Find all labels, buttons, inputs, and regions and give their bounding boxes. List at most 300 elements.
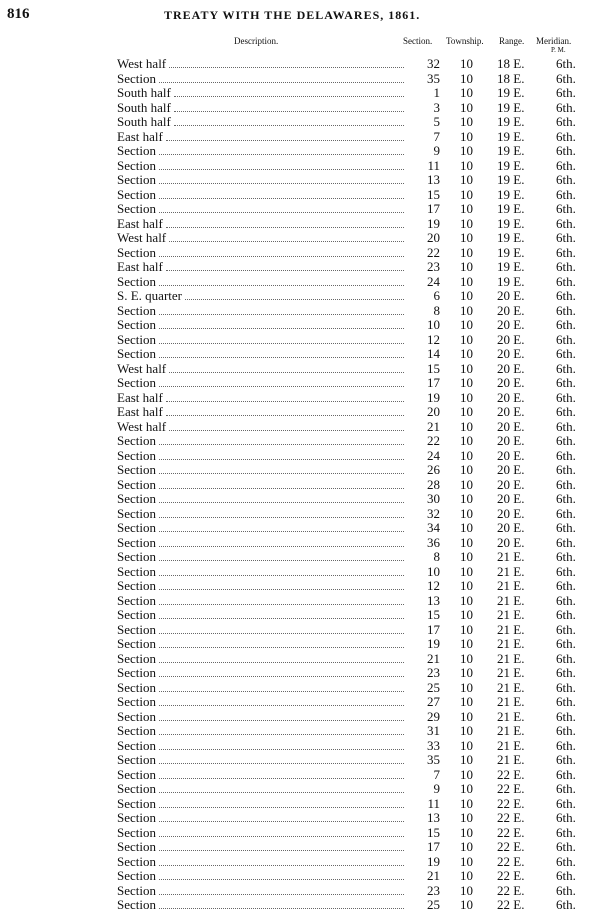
section-cell: 25 xyxy=(427,679,440,695)
table-row xyxy=(0,202,600,217)
section-cell: 23 xyxy=(427,882,440,898)
meridian-cell: 6th. xyxy=(556,505,576,521)
section-cell: 8 xyxy=(433,302,440,318)
range-cell: 19 E. xyxy=(497,157,525,173)
table-row xyxy=(0,275,600,290)
description-cell: West half xyxy=(117,360,167,376)
township-cell: 10 xyxy=(460,723,473,738)
township-cell: 10 xyxy=(460,143,473,158)
range-cell: 21 E. xyxy=(497,737,525,753)
table-row xyxy=(0,579,600,594)
township-cell: 10 xyxy=(460,317,473,332)
section-cell: 12 xyxy=(427,578,440,593)
section-cell: 7 xyxy=(433,128,440,144)
table-row xyxy=(0,188,600,203)
dot-leader xyxy=(169,372,404,373)
meridian-cell: 6th. xyxy=(556,520,576,535)
township-cell: 10 xyxy=(460,491,473,506)
section-cell: 35 xyxy=(427,752,440,767)
table-row xyxy=(0,681,600,696)
description-cell: Section xyxy=(117,795,156,811)
description-cell: Section xyxy=(117,824,156,840)
table-row xyxy=(0,420,600,435)
township-cell: 10 xyxy=(460,781,473,796)
township-cell: 10 xyxy=(460,534,473,550)
dot-leader xyxy=(159,444,404,445)
dot-leader xyxy=(159,560,404,561)
table-row xyxy=(0,826,600,841)
range-cell: 21 E. xyxy=(497,592,525,608)
range-cell: 22 E. xyxy=(497,824,525,840)
dot-leader xyxy=(159,169,404,170)
section-cell: 27 xyxy=(427,694,440,709)
meridian-cell: 6th. xyxy=(556,172,576,187)
description-cell: Section xyxy=(117,810,156,825)
section-cell: 9 xyxy=(433,781,440,796)
meridian-cell: 6th. xyxy=(556,302,576,318)
description-cell: Section xyxy=(117,201,156,216)
table-row xyxy=(0,260,600,275)
table-row xyxy=(0,811,600,826)
township-cell: 10 xyxy=(460,752,473,767)
meridian-cell: 6th. xyxy=(556,85,576,100)
meridian-cell: 6th. xyxy=(556,201,576,216)
township-cell: 10 xyxy=(460,708,473,724)
table-row xyxy=(0,478,600,493)
range-cell: 19 E. xyxy=(497,273,525,289)
range-cell: 20 E. xyxy=(497,346,525,361)
meridian-cell: 6th. xyxy=(556,723,576,738)
section-cell: 17 xyxy=(427,621,440,637)
dot-leader xyxy=(159,531,404,532)
meridian-cell: 6th. xyxy=(556,897,576,912)
township-cell: 10 xyxy=(460,259,473,274)
township-cell: 10 xyxy=(460,882,473,898)
dot-leader xyxy=(159,749,404,750)
table-row xyxy=(0,144,600,159)
table-row xyxy=(0,231,600,246)
meridian-cell: 6th. xyxy=(556,491,576,506)
range-cell: 20 E. xyxy=(497,288,525,303)
land-description-table xyxy=(0,57,600,913)
range-cell: 20 E. xyxy=(497,447,525,463)
description-cell: Section xyxy=(117,317,156,332)
description-cell: Section xyxy=(117,331,156,347)
section-cell: 5 xyxy=(433,114,440,129)
description-cell: Section xyxy=(117,766,156,782)
description-cell: East half xyxy=(117,259,163,274)
description-cell: Section xyxy=(117,737,156,753)
meridian-cell: 6th. xyxy=(556,534,576,550)
description-cell: Section xyxy=(117,563,156,579)
dot-leader xyxy=(159,850,404,851)
description-cell: Section xyxy=(117,172,156,187)
township-cell: 10 xyxy=(460,418,473,434)
table-row xyxy=(0,362,600,377)
dot-leader xyxy=(159,662,404,663)
section-cell: 15 xyxy=(427,186,440,202)
range-cell: 20 E. xyxy=(497,375,525,390)
table-row xyxy=(0,391,600,406)
description-cell: Section xyxy=(117,694,156,709)
range-cell: 20 E. xyxy=(497,389,525,405)
dot-leader xyxy=(159,198,404,199)
township-cell: 10 xyxy=(460,186,473,202)
range-cell: 19 E. xyxy=(497,201,525,216)
township-cell: 10 xyxy=(460,650,473,666)
description-cell: East half xyxy=(117,404,163,419)
township-cell: 10 xyxy=(460,636,473,651)
table-row xyxy=(0,492,600,507)
township-cell: 10 xyxy=(460,665,473,680)
meridian-cell: 6th. xyxy=(556,360,576,376)
township-cell: 10 xyxy=(460,360,473,376)
range-cell: 19 E. xyxy=(497,85,525,100)
township-cell: 10 xyxy=(460,230,473,245)
description-cell: South half xyxy=(117,99,171,115)
dot-leader xyxy=(166,401,404,402)
range-cell: 20 E. xyxy=(497,331,525,347)
section-cell: 30 xyxy=(427,491,440,506)
meridian-cell: 6th. xyxy=(556,882,576,898)
section-cell: 28 xyxy=(427,476,440,492)
section-cell: 17 xyxy=(427,375,440,390)
description-cell: Section xyxy=(117,462,156,477)
description-cell: Section xyxy=(117,723,156,738)
dot-leader xyxy=(159,705,404,706)
section-cell: 3 xyxy=(433,99,440,115)
township-cell: 10 xyxy=(460,737,473,753)
section-cell: 25 xyxy=(427,897,440,912)
township-cell: 10 xyxy=(460,795,473,811)
section-cell: 23 xyxy=(427,665,440,680)
dot-leader xyxy=(159,778,404,779)
township-cell: 10 xyxy=(460,273,473,289)
section-cell: 34 xyxy=(427,520,440,535)
range-cell: 20 E. xyxy=(497,476,525,492)
section-cell: 12 xyxy=(427,331,440,347)
page-number: 816 xyxy=(7,6,30,22)
range-cell: 21 E. xyxy=(497,723,525,738)
table-row xyxy=(0,72,600,87)
section-cell: 31 xyxy=(427,723,440,738)
section-cell: 10 xyxy=(427,317,440,332)
description-cell: East half xyxy=(117,215,163,231)
description-cell: Section xyxy=(117,447,156,463)
meridian-cell: 6th. xyxy=(556,433,576,448)
meridian-cell: 6th. xyxy=(556,418,576,434)
dot-leader xyxy=(166,140,404,141)
range-cell: 19 E. xyxy=(497,114,525,129)
table-row xyxy=(0,797,600,812)
township-cell: 10 xyxy=(460,157,473,173)
meridian-cell: 6th. xyxy=(556,389,576,405)
table-row xyxy=(0,173,600,188)
section-cell: 13 xyxy=(427,172,440,187)
description-cell: Section xyxy=(117,578,156,593)
meridian-cell: 6th. xyxy=(556,404,576,419)
dot-leader xyxy=(159,763,404,764)
dot-leader xyxy=(159,734,404,735)
description-cell: Section xyxy=(117,882,156,898)
table-row xyxy=(0,405,600,420)
dot-leader xyxy=(159,720,404,721)
township-cell: 10 xyxy=(460,607,473,622)
township-cell: 10 xyxy=(460,462,473,477)
description-cell: Section xyxy=(117,708,156,724)
description-cell: Section xyxy=(117,143,156,158)
dot-leader xyxy=(159,488,404,489)
table-row xyxy=(0,246,600,261)
section-cell: 24 xyxy=(427,447,440,463)
section-cell: 21 xyxy=(427,868,440,883)
table-row xyxy=(0,463,600,478)
meridian-cell: 6th. xyxy=(556,346,576,361)
range-cell: 19 E. xyxy=(497,128,525,144)
meridian-cell: 6th. xyxy=(556,781,576,796)
township-cell: 10 xyxy=(460,520,473,535)
range-cell: 22 E. xyxy=(497,839,525,854)
table-row xyxy=(0,434,600,449)
description-cell: Section xyxy=(117,636,156,651)
township-cell: 10 xyxy=(460,578,473,593)
section-cell: 8 xyxy=(433,549,440,564)
description-cell: Section xyxy=(117,346,156,361)
township-cell: 10 xyxy=(460,868,473,883)
meridian-cell: 6th. xyxy=(556,752,576,767)
meridian-cell: 6th. xyxy=(556,375,576,390)
dot-leader xyxy=(159,807,404,808)
table-row xyxy=(0,898,600,913)
header-range: Range. xyxy=(499,36,525,46)
table-row xyxy=(0,550,600,565)
meridian-cell: 6th. xyxy=(556,128,576,144)
range-cell: 19 E. xyxy=(497,215,525,231)
table-row xyxy=(0,101,600,116)
table-row xyxy=(0,768,600,783)
township-cell: 10 xyxy=(460,433,473,448)
township-cell: 10 xyxy=(460,375,473,390)
dot-leader xyxy=(159,517,404,518)
section-cell: 17 xyxy=(427,839,440,854)
table-row xyxy=(0,130,600,145)
meridian-cell: 6th. xyxy=(556,288,576,303)
section-cell: 21 xyxy=(427,650,440,666)
range-cell: 20 E. xyxy=(497,534,525,550)
dot-leader xyxy=(159,502,404,503)
description-cell: Section xyxy=(117,607,156,622)
township-cell: 10 xyxy=(460,621,473,637)
township-cell: 10 xyxy=(460,766,473,782)
township-cell: 10 xyxy=(460,694,473,709)
section-cell: 36 xyxy=(427,534,440,550)
meridian-cell: 6th. xyxy=(556,462,576,477)
township-cell: 10 xyxy=(460,897,473,912)
meridian-cell: 6th. xyxy=(556,578,576,593)
range-cell: 22 E. xyxy=(497,781,525,796)
range-cell: 20 E. xyxy=(497,302,525,318)
section-cell: 22 xyxy=(427,433,440,448)
dot-leader xyxy=(159,473,404,474)
range-cell: 22 E. xyxy=(497,795,525,811)
description-cell: Section xyxy=(117,650,156,666)
meridian-cell: 6th. xyxy=(556,143,576,158)
dot-leader xyxy=(174,125,404,126)
range-cell: 21 E. xyxy=(497,665,525,680)
range-cell: 21 E. xyxy=(497,578,525,593)
header-meridian-sub: P. M. xyxy=(551,46,566,54)
range-cell: 20 E. xyxy=(497,404,525,419)
header-meridian: Meridian. xyxy=(536,36,572,46)
dot-leader xyxy=(159,212,404,213)
township-cell: 10 xyxy=(460,549,473,564)
range-cell: 20 E. xyxy=(497,520,525,535)
table-row xyxy=(0,347,600,362)
township-cell: 10 xyxy=(460,128,473,144)
description-cell: Section xyxy=(117,302,156,318)
description-cell: Section xyxy=(117,186,156,202)
meridian-cell: 6th. xyxy=(556,70,576,86)
range-cell: 22 E. xyxy=(497,810,525,825)
table-row xyxy=(0,86,600,101)
range-cell: 20 E. xyxy=(497,433,525,448)
dot-leader xyxy=(159,879,404,880)
description-cell: Section xyxy=(117,375,156,390)
table-row xyxy=(0,304,600,319)
township-cell: 10 xyxy=(460,447,473,463)
section-cell: 10 xyxy=(427,563,440,579)
dot-leader xyxy=(159,836,404,837)
dot-leader xyxy=(159,343,404,344)
township-cell: 10 xyxy=(460,505,473,521)
dot-leader xyxy=(159,618,404,619)
table-row xyxy=(0,623,600,638)
township-cell: 10 xyxy=(460,563,473,579)
dot-leader xyxy=(159,357,404,358)
dot-leader xyxy=(169,241,404,242)
table-row xyxy=(0,565,600,580)
range-cell: 21 E. xyxy=(497,752,525,767)
dot-leader xyxy=(159,386,404,387)
section-cell: 15 xyxy=(427,607,440,622)
column-headers xyxy=(0,34,600,58)
description-cell: South half xyxy=(117,85,171,100)
section-cell: 11 xyxy=(427,795,440,811)
range-cell: 19 E. xyxy=(497,259,525,274)
meridian-cell: 6th. xyxy=(556,839,576,854)
range-cell: 22 E. xyxy=(497,882,525,898)
range-cell: 21 E. xyxy=(497,650,525,666)
header-description: Description. xyxy=(234,36,279,46)
range-cell: 21 E. xyxy=(497,708,525,724)
description-cell: West half xyxy=(117,56,167,71)
township-cell: 10 xyxy=(460,679,473,695)
description-cell: West half xyxy=(117,418,167,434)
description-cell: Section xyxy=(117,505,156,521)
dot-leader xyxy=(159,575,404,576)
section-cell: 13 xyxy=(427,592,440,608)
dot-leader xyxy=(159,865,404,866)
header-township: Township. xyxy=(446,36,484,46)
dot-leader xyxy=(169,67,404,68)
township-cell: 10 xyxy=(460,404,473,419)
section-cell: 29 xyxy=(427,708,440,724)
table-row xyxy=(0,449,600,464)
meridian-cell: 6th. xyxy=(556,694,576,709)
table-row xyxy=(0,217,600,232)
township-cell: 10 xyxy=(460,810,473,825)
dot-leader xyxy=(174,111,404,112)
table-row xyxy=(0,739,600,754)
description-cell: Section xyxy=(117,273,156,289)
table-row xyxy=(0,724,600,739)
section-cell: 19 xyxy=(427,389,440,405)
description-cell: Section xyxy=(117,157,156,173)
township-cell: 10 xyxy=(460,85,473,100)
meridian-cell: 6th. xyxy=(556,810,576,825)
description-cell: Section xyxy=(117,520,156,535)
township-cell: 10 xyxy=(460,99,473,115)
meridian-cell: 6th. xyxy=(556,563,576,579)
meridian-cell: 6th. xyxy=(556,114,576,129)
dot-leader xyxy=(159,589,404,590)
table-row xyxy=(0,608,600,623)
section-cell: 11 xyxy=(427,157,440,173)
township-cell: 10 xyxy=(460,114,473,129)
table-row xyxy=(0,289,600,304)
meridian-cell: 6th. xyxy=(556,650,576,666)
table-row xyxy=(0,637,600,652)
running-title: TREATY WITH THE DELAWARES, 1861. xyxy=(164,8,421,22)
range-cell: 21 E. xyxy=(497,563,525,579)
meridian-cell: 6th. xyxy=(556,853,576,869)
township-cell: 10 xyxy=(460,302,473,318)
table-row xyxy=(0,115,600,130)
meridian-cell: 6th. xyxy=(556,766,576,782)
dot-leader xyxy=(159,183,404,184)
range-cell: 19 E. xyxy=(497,99,525,115)
range-cell: 20 E. xyxy=(497,317,525,332)
table-row xyxy=(0,521,600,536)
range-cell: 22 E. xyxy=(497,853,525,869)
range-cell: 21 E. xyxy=(497,679,525,695)
range-cell: 19 E. xyxy=(497,143,525,158)
section-cell: 33 xyxy=(427,737,440,753)
meridian-cell: 6th. xyxy=(556,157,576,173)
range-cell: 20 E. xyxy=(497,360,525,376)
dot-leader xyxy=(185,299,404,300)
dot-leader xyxy=(159,154,404,155)
range-cell: 20 E. xyxy=(497,462,525,477)
dot-leader xyxy=(159,256,404,257)
section-cell: 1 xyxy=(433,85,440,100)
section-cell: 13 xyxy=(427,810,440,825)
meridian-cell: 6th. xyxy=(556,636,576,651)
section-cell: 20 xyxy=(427,404,440,419)
township-cell: 10 xyxy=(460,172,473,187)
description-cell: Section xyxy=(117,868,156,883)
range-cell: 21 E. xyxy=(497,549,525,564)
dot-leader xyxy=(159,604,404,605)
township-cell: 10 xyxy=(460,824,473,840)
meridian-cell: 6th. xyxy=(556,259,576,274)
section-cell: 19 xyxy=(427,636,440,651)
dot-leader xyxy=(159,546,404,547)
section-cell: 15 xyxy=(427,824,440,840)
dot-leader xyxy=(159,328,404,329)
table-row xyxy=(0,840,600,855)
description-cell: Section xyxy=(117,752,156,767)
